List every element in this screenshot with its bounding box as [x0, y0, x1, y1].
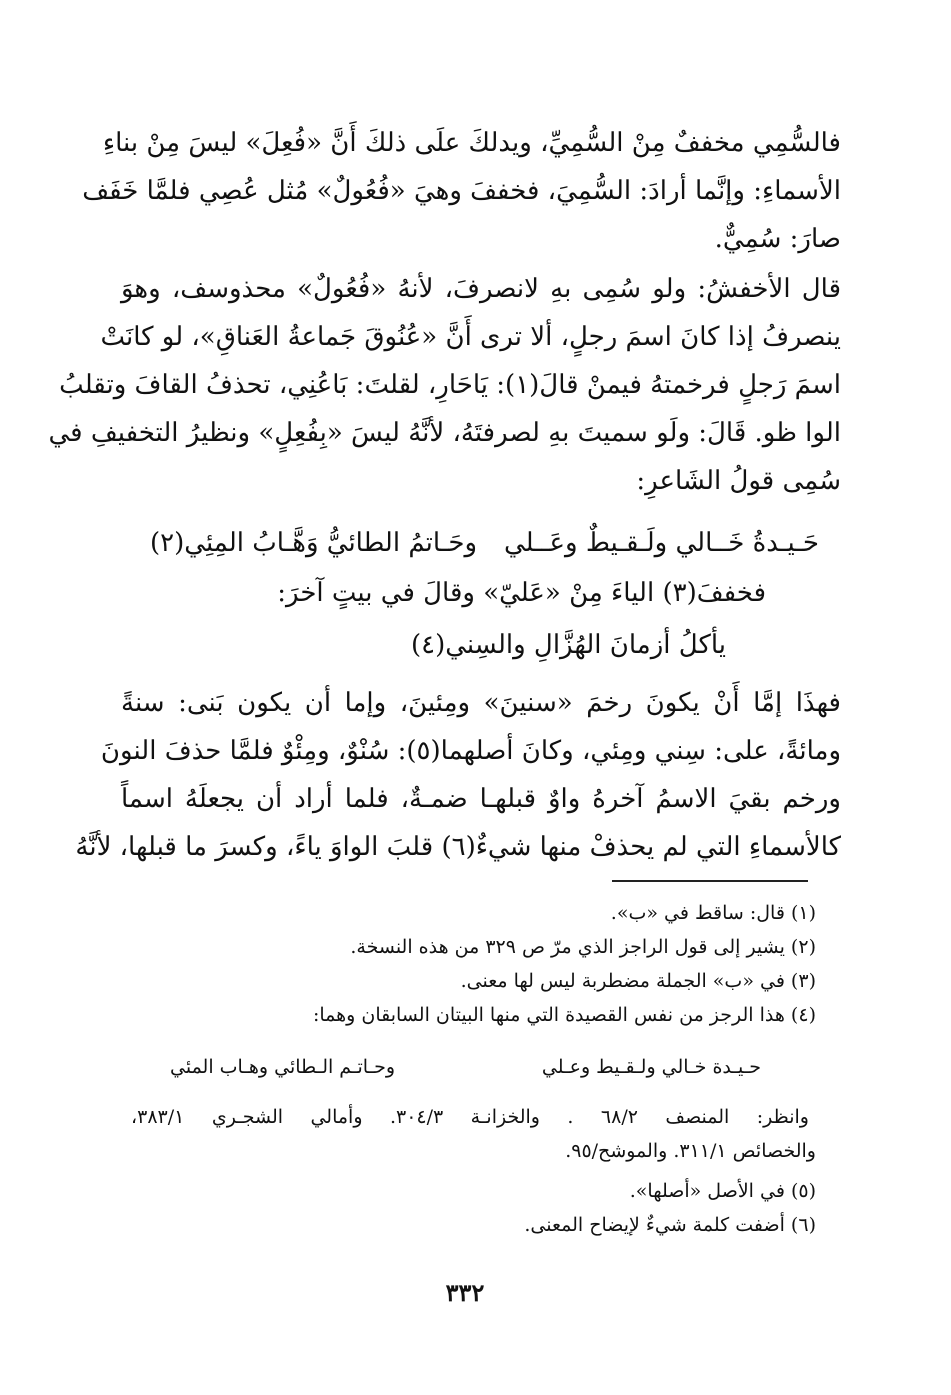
footnote-2: (٢) يشير إلى قول الراجز الذي مرّ ص ٣٢٩ من هذه النسخة. — [350, 936, 816, 958]
footnote-4: (٤) هذا الرجز من نفس القصيدة التي منها البيتان السابقان وهما: — [312, 1004, 816, 1026]
verse-2: يأكلُ أزمانَ الهُزَّالِ والسِني(٤) — [410, 630, 726, 660]
page-number: ٣٣٢ — [445, 1278, 485, 1307]
body-line-7: الوا ظو. قَالَ: ولَو سميتَ بهِ لصرفتَهُ، لأنَّهُ ليسَ «بِفُعِلٍ» ونظيرُ التخفيفِ في — [48, 418, 841, 448]
body-line-2: الأسماءِ: وإنَّما أرادَ: السُّمِيَ، فخففَ وهيَ «فُعُولٌ» مُثل عُصِي فلمَّا خَفَف — [82, 176, 841, 206]
body-line-3: صارَ: سُمِيٌّ. — [714, 224, 841, 254]
body-line-4: قال الأخفشُ: ولو سُمِى بهِ لانصرفَ، لأنهُ «فُعُولٌ» محذوسف، وهوَ — [121, 274, 841, 304]
body-line-10: ومائةً، على: سِني ومِئي، وكانَ أصلهما(٥): سُنْوٌ، ومِئْوٌ فلمَّا حذفَ النونَ — [100, 736, 841, 766]
body-line-9: فهذَا إمَّا أَنْ يكونَ رخمَ «سنينَ» ومِئينَ، وإما أن يكون بَنى: سنةً — [121, 688, 841, 718]
verse-1-second-hemistich: وحَـاتمُ الطائيُّ وَهَّـابُ المِئِي(٢) — [150, 528, 478, 558]
body-line-11: ورخم بقيَ الاسمُ آخرهُ واوٌ قبلهـا ضمـةٌ، فلما أراد أن يجعلَهُ اسماً — [121, 784, 841, 814]
body-line-5: ينصرفُ إذا كانَ اسمَ رجلٍ، ألا ترى أَنَّ «عُنُوقَ جَماعةُ العَناقِ»، لو كانَتْ — [100, 322, 841, 352]
footnote-4-verse-first: حـيـدة خـالي ولـقـيط وعـلي — [541, 1056, 761, 1078]
footnote-4-continuation-2: والخصائص ٣١١/١. والموشح/٩٥. — [565, 1140, 816, 1162]
body-line-12: كالأسماءِ التي لم يحذفْ منها شيءٌ(٦) قلبَ الواوَ ياءً، وكسرَ ما قبلها، لأنَّهُ — [75, 832, 841, 862]
footnote-separator — [612, 880, 808, 882]
verse-1-first-hemistich: حَـيـدةُ خَــالي ولَـقـيطٌ وعَــلي — [503, 528, 819, 558]
body-line-6: اسمَ رَجلٍ فرخمتهُ فيمنْ قالَ(١): يَاحَارِ، لقلتَ: بَاعُنِي، تحذفُ القافَ وتقلبُ — [59, 370, 841, 400]
footnote-3: (٣) في «ب» الجملة مضطربة ليس لها معنى. — [460, 970, 816, 992]
body-line-8: سُمِى قولُ الشَاعرِ: — [636, 466, 841, 496]
footnote-1: (١) قال: ساقط في «ب». — [610, 902, 816, 924]
footnote-4-verse-second: وحـاتـم الـطائي وهـاب المئي — [170, 1056, 396, 1078]
body-line-1: فالسُّمِي مخففٌ مِنْ السُّمِيِّ، ويدلكَ علَى ذلكَ أَنَّ «فُعِلَ» ليسَ مِنْ بناءِ — [102, 128, 841, 158]
footnote-4-continuation-1: وانظر: المنصف ٦٨/٢ . والخزانـة ٣٠٤/٣. وأمالي الشجـري ٣٨٣/١، — [131, 1106, 809, 1128]
after-verse-line: فخففَ(٣) الياءَ مِنْ «عَليّ» وقالَ في بيتٍ آخرَ: — [277, 578, 766, 608]
footnote-5: (٥) في الأصل «أصلها». — [629, 1180, 816, 1202]
footnote-6: (٦) أضفت كلمة شيءٌ لإيضاح المعنى. — [524, 1214, 816, 1236]
